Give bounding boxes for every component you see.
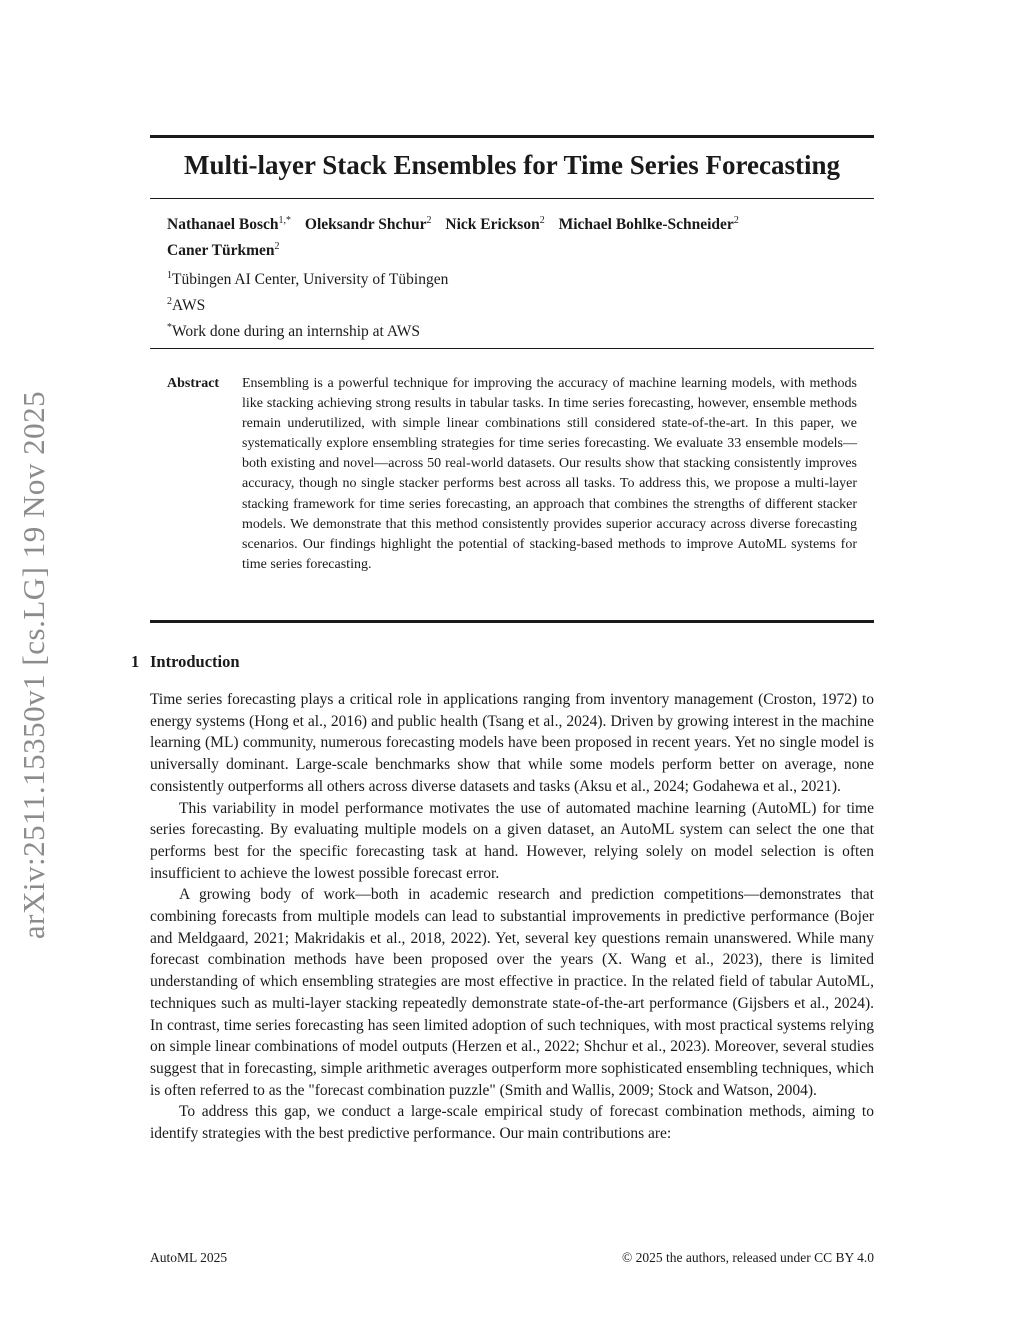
paper-title: Multi-layer Stack Ensembles for Time Series Forecasting (184, 150, 840, 180)
author-name: Nick Erickson$^2$ (445, 215, 545, 234)
section-heading (131, 652, 240, 672)
paragraph: To address this gap, we conduct a large-scale empirical study of forecast combination methods, aiming to identify strategies with the best predictive performance. Our main contributions are: (150, 1103, 874, 1143)
abstract-bottom-rule (150, 620, 874, 623)
title-bottom-rule (150, 198, 874, 199)
affiliation: $^1$Tübingen AI Center, University of Tübingen (167, 270, 449, 289)
author-name: Oleksandr Shchur$^2$ (304, 215, 432, 234)
footer-license: © 2025 the authors, released under CC BY 4.0 (622, 1250, 874, 1265)
section-title: Introduction (150, 652, 240, 671)
abstract-block (167, 374, 857, 575)
abstract-text: Ensembling is a powerful technique for improving the accuracy of machine learning models, with methods like stacking achieving strong results in tabular tasks. In time series forecasting, however, ensemble methods remain underutilized, with simple linear combinations still considered state-of-the-art. In this paper, we systematically explore ensembling strategies for time series forecasting. We evaluate 33 ensemble models—both existing and novel—across 50 real-world datasets. Our results show that stacking consistently improves accuracy, though no single stacker performs best across all tasks. To address this, we propose a multi-layer stacking framework for time series forecasting, an approach that combines the strengths of different stacker models. We demonstrate that this method consistently provides superior accuracy across diverse forecasting scenarios. Our findings highlight the potential of stacking-based methods to improve AutoML systems for time series forecasting. (242, 376, 857, 572)
section-number: 1 (131, 652, 140, 671)
paragraph: A growing body of work—both in academic research and prediction competitions—demonstrates that combining forecasts from multiple models can lead to substantial improvements in predictive performance (Bojer and Meldgaard, 2021; Makridakis et al., 2018, 2022). Yet, several key questions remain unanswered. While many forecast combination methods have been proposed over the years (X. Wang et al., 2023), there is limited understanding of which ensembling strategies are most effective in practice. In the related field of tabular AutoML, techniques such as multi-layer stacking repeatedly demonstrate state-of-the-art performance (Gijsbers et al., 2024). In contrast, time series forecasting has seen limited adoption of such techniques, with most practical systems relying on simple linear combinations of model outputs (Herzen et al., 2022; Shchur et al., 2023). Moreover, several studies suggest that in forecasting, simple arithmetic averages outperform more sophisticated ensembling techniques, which is often referred to as the "forecast combination puzzle" (Smith and Wallis, 2009; Stock and Watson, 2004). (150, 886, 874, 1099)
affiliation: $^2$AWS (167, 296, 206, 315)
abstract-label: Abstract (167, 376, 220, 391)
author-name: Michael Bohlke-Schneider$^2$ (558, 215, 739, 234)
footer-venue: AutoML 2025 (150, 1250, 228, 1265)
title-top-rule (150, 135, 874, 138)
header-bottom-rule (150, 348, 874, 349)
arxiv-id-text: arXiv:2511.15350v1 [cs.LG] 19 Nov 2025 (16, 390, 52, 940)
author-name: Caner Türkmen$^2$ (167, 241, 280, 260)
author-name: Nathanael Bosch$^{1,*}$ (167, 215, 292, 234)
paragraph: This variability in model performance motivates the use of automated machine learning (AutoML) for time series forecasting. By evaluating multiple models on a given dataset, an AutoML system can select the one that performs best for the specific forecasting task at hand. However, relying solely on model selection is often insufficient to achieve the lowest possible forecast error. (150, 799, 874, 882)
affiliation-list (167, 265, 857, 343)
section-body (150, 689, 874, 1145)
paragraph: Time series forecasting plays a critical role in applications ranging from inventory management (Croston, 1972) to energy systems (Hong et al., 2016) and public health (Tsang et al., 2024). Driven by growing interest in the machine learning (ML) community, numerous forecasting models have been proposed in recent years. Yet no single model is universally dominant. Large-scale benchmarks show that while some models perform better on average, none consistently outperforms all others across diverse datasets and tasks (Aksu et al., 2024; Godahewa et al., 2021). (150, 691, 874, 795)
affiliation: *Work done during an internship at AWS (167, 322, 421, 341)
author-list (167, 210, 857, 262)
arxiv-sidebar-id (12, 370, 56, 960)
